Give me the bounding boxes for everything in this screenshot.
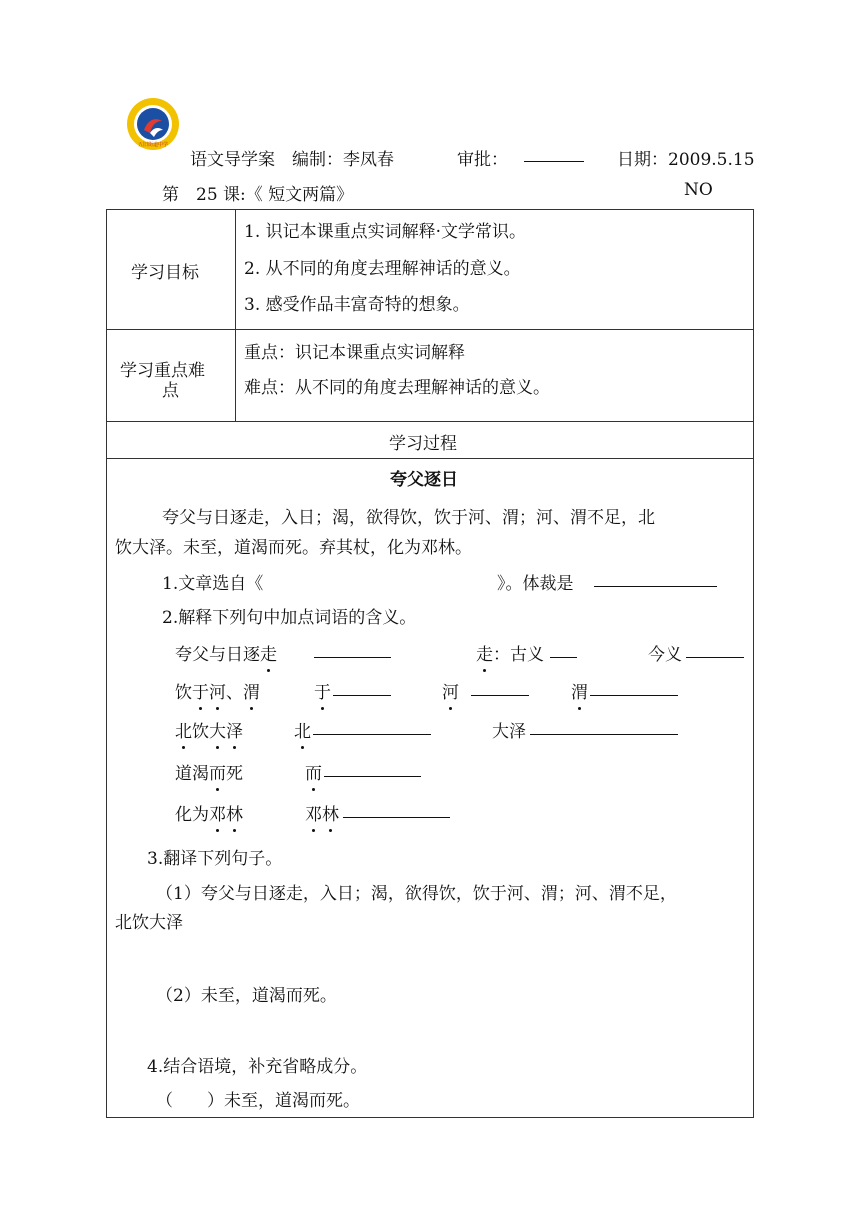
translate-sentence-2: （2）未至，道渴而死。 bbox=[156, 986, 337, 1006]
vocab-word: 走：古义 bbox=[476, 640, 544, 665]
question-4: 4.结合语境，补充省略成分。 bbox=[147, 1057, 368, 1077]
vocab-word: 北 bbox=[294, 717, 311, 742]
answer-blank bbox=[333, 680, 391, 696]
answer-blank bbox=[550, 642, 577, 658]
answer-blank bbox=[590, 680, 678, 696]
school-logo bbox=[126, 97, 180, 151]
doc-title: 语文导学案 bbox=[190, 150, 275, 170]
answer-blank bbox=[314, 642, 391, 658]
table-divider bbox=[106, 421, 754, 422]
vocab-phrase: 化为邓林 bbox=[175, 800, 243, 825]
difficulty-point: 难点：从不同的角度去理解神话的意义。 bbox=[244, 378, 550, 398]
question-3: 3.翻译下列句子。 bbox=[147, 849, 283, 869]
answer-blank bbox=[471, 680, 529, 696]
approver-blank bbox=[524, 146, 584, 162]
answer-blank bbox=[324, 761, 421, 777]
vocab-word: 渭 bbox=[571, 678, 588, 703]
table-divider bbox=[106, 458, 754, 459]
translate-sentence-1-cont: 北饮大泽 bbox=[115, 913, 183, 933]
passage-line: 夸父与日逐走，入日；渴，欲得饮，饮于河、渭；河、渭不足，北 bbox=[162, 508, 655, 528]
question-1-prefix: 1.文章选自《 bbox=[162, 574, 264, 594]
vocab-word: 邓林 bbox=[305, 800, 339, 825]
goal-item: 3. 感受作品丰富奇特的想象。 bbox=[244, 295, 470, 315]
answer-blank bbox=[594, 571, 717, 587]
editor-label: 编制：李凤春 bbox=[292, 150, 394, 170]
keypoints-label-line2: 点 bbox=[162, 381, 179, 401]
question-2: 2.解释下列句中加点词语的含义。 bbox=[162, 608, 417, 628]
answer-blank bbox=[313, 719, 431, 735]
vocab-phrase: 夸父与日逐走 bbox=[175, 640, 277, 665]
keypoints-label: 学习重点难 bbox=[120, 361, 205, 381]
goals-label: 学习目标 bbox=[131, 263, 199, 283]
answer-blank bbox=[530, 719, 678, 735]
goal-item: 1. 识记本课重点实词解释·文学常识。 bbox=[244, 222, 527, 242]
vocab-phrase: 饮于河、渭 bbox=[175, 678, 260, 703]
approver-label: 审批： bbox=[457, 150, 508, 170]
text-title: 夸父逐日 bbox=[390, 470, 458, 490]
vocab-phrase: 道渴而死 bbox=[175, 759, 243, 784]
vocab-word: 大泽 bbox=[492, 722, 526, 742]
table-column-divider bbox=[235, 209, 236, 421]
vocab-word: 于 bbox=[314, 678, 331, 703]
date-label: 日期：2009.5.15 bbox=[617, 150, 755, 170]
passage-line: 饮大泽。未至，道渴而死。弃其杖，化为邓林。 bbox=[115, 538, 472, 558]
lesson-title: 第 25 课:《 短文两篇》 bbox=[162, 185, 354, 205]
vocab-word: 而 bbox=[305, 759, 322, 784]
translate-sentence-1: （1）夸父与日逐走，入日；渴，欲得饮，饮于河、渭；河、渭不足， bbox=[156, 884, 677, 904]
table-divider bbox=[106, 329, 754, 330]
vocab-word: 今义 bbox=[648, 645, 682, 665]
goal-item: 2. 从不同的角度去理解神话的意义。 bbox=[244, 259, 521, 279]
answer-blank bbox=[686, 642, 744, 658]
fill-omission-sentence: （ ）未至，道渴而死。 bbox=[156, 1091, 360, 1111]
answer-blank bbox=[343, 802, 450, 818]
svg-text:五旧街道中学: 五旧街道中学 bbox=[137, 142, 169, 148]
no-label: NO bbox=[684, 180, 713, 200]
vocab-word: 河 bbox=[442, 678, 459, 703]
process-label: 学习过程 bbox=[389, 434, 457, 454]
key-point: 重点：识记本课重点实词解释 bbox=[244, 343, 465, 363]
question-1-suffix: 》。体裁是 bbox=[497, 574, 574, 594]
vocab-phrase: 北饮大泽 bbox=[175, 717, 243, 742]
